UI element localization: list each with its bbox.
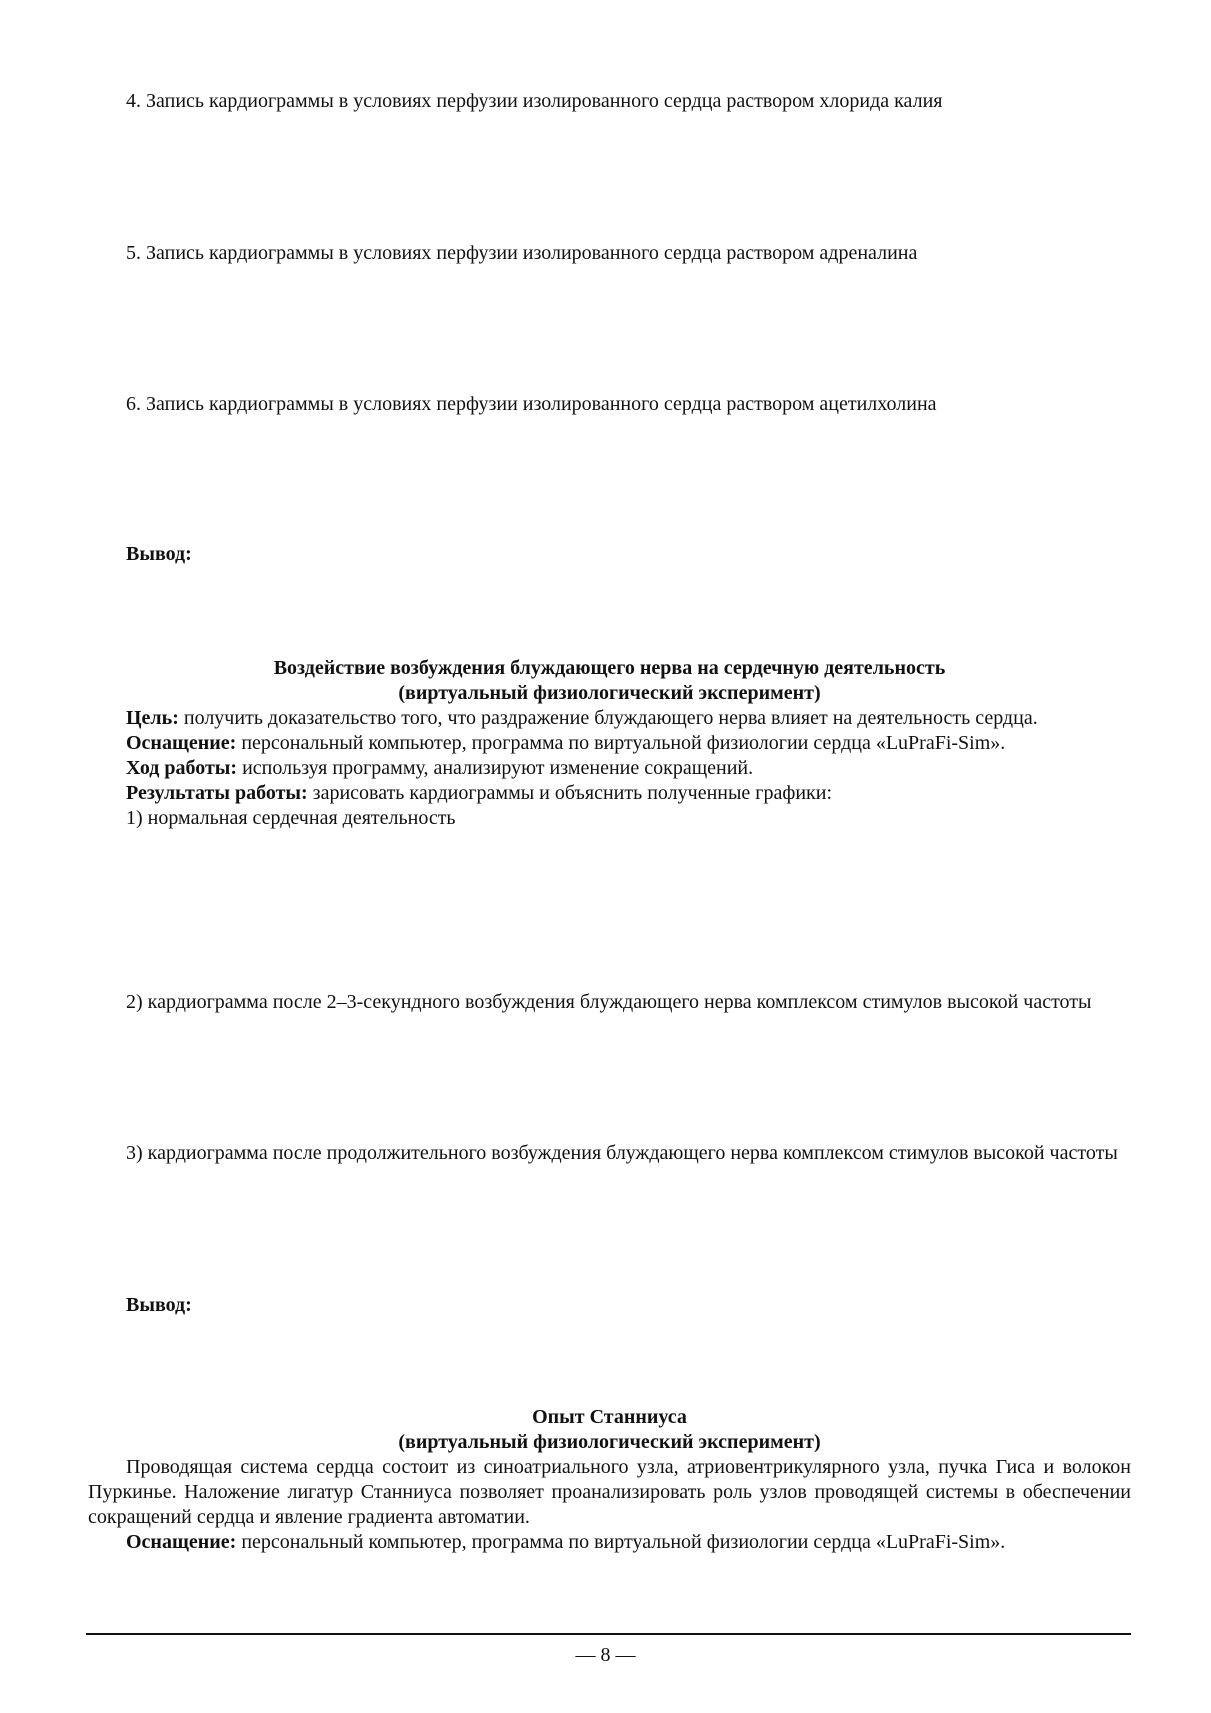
- task-item-5: 5. Запись кардиограммы в условиях перфузии изолированного сердца раствором адреналина: [126, 242, 918, 264]
- section-title: Воздействие возбуждения блуждающего нерва на сердечную деятельность: [273, 657, 946, 679]
- step-3: 3) кардиограмма после продолжительного возбуждения блуждающего нерва комплексом стимулов высокой частоты: [126, 1142, 1118, 1164]
- section-title: Опыт Станниуса: [532, 1406, 687, 1428]
- section-subtitle: (виртуальный физиологический эксперимент): [398, 682, 821, 704]
- results: Результаты работы: зарисовать кардиограммы и объяснить полученные графики:: [126, 782, 833, 804]
- procedure: Ход работы: используя программу, анализируют изменение сокращений.: [126, 757, 754, 779]
- task-item-4: 4. Запись кардиограммы в условиях перфузии изолированного сердца раствором хлорида калия: [126, 90, 943, 112]
- section-subtitle: (виртуальный физиологический эксперимент): [398, 1431, 821, 1453]
- goal: Цель: получить доказательство того, что раздражение блуждающего нерва влияет на деятельность сердца.: [126, 707, 1038, 729]
- conclusion-1: Вывод:: [126, 543, 192, 565]
- intro: Проводящая система сердца состоит из синоатриального узла, атриовентрикулярного узла, пучка Гиса и волокон Пуркинье. Наложение лигатур Станниуса позволяет проанализировать роль узлов проводящей системы в обеспечении сокращений сердца и явление градиента автоматии.: [88, 1456, 1131, 1528]
- equipment: Оснащение: персональный компьютер, программа по виртуальной физиологии сердца «LuPraFi-Sim».: [126, 732, 1006, 754]
- task-item-6: 6. Запись кардиограммы в условиях перфузии изолированного сердца раствором ацетилхолина: [126, 393, 937, 415]
- section-stannius: [88, 1405, 1131, 1555]
- page-number: — 8 —: [575, 1644, 636, 1666]
- section-vagus: [88, 656, 1131, 831]
- equipment: Оснащение: персональный компьютер, программа по виртуальной физиологии сердца «LuPraFi-Sim».: [126, 1531, 1006, 1553]
- step-1: 1) нормальная сердечная деятельность: [126, 807, 456, 829]
- footer-divider: [86, 1633, 1131, 1635]
- conclusion-2: Вывод:: [126, 1294, 192, 1316]
- step-2: 2) кардиограмма после 2–3-секундного возбуждения блуждающего нерва комплексом стимулов высокой частоты: [126, 991, 1092, 1013]
